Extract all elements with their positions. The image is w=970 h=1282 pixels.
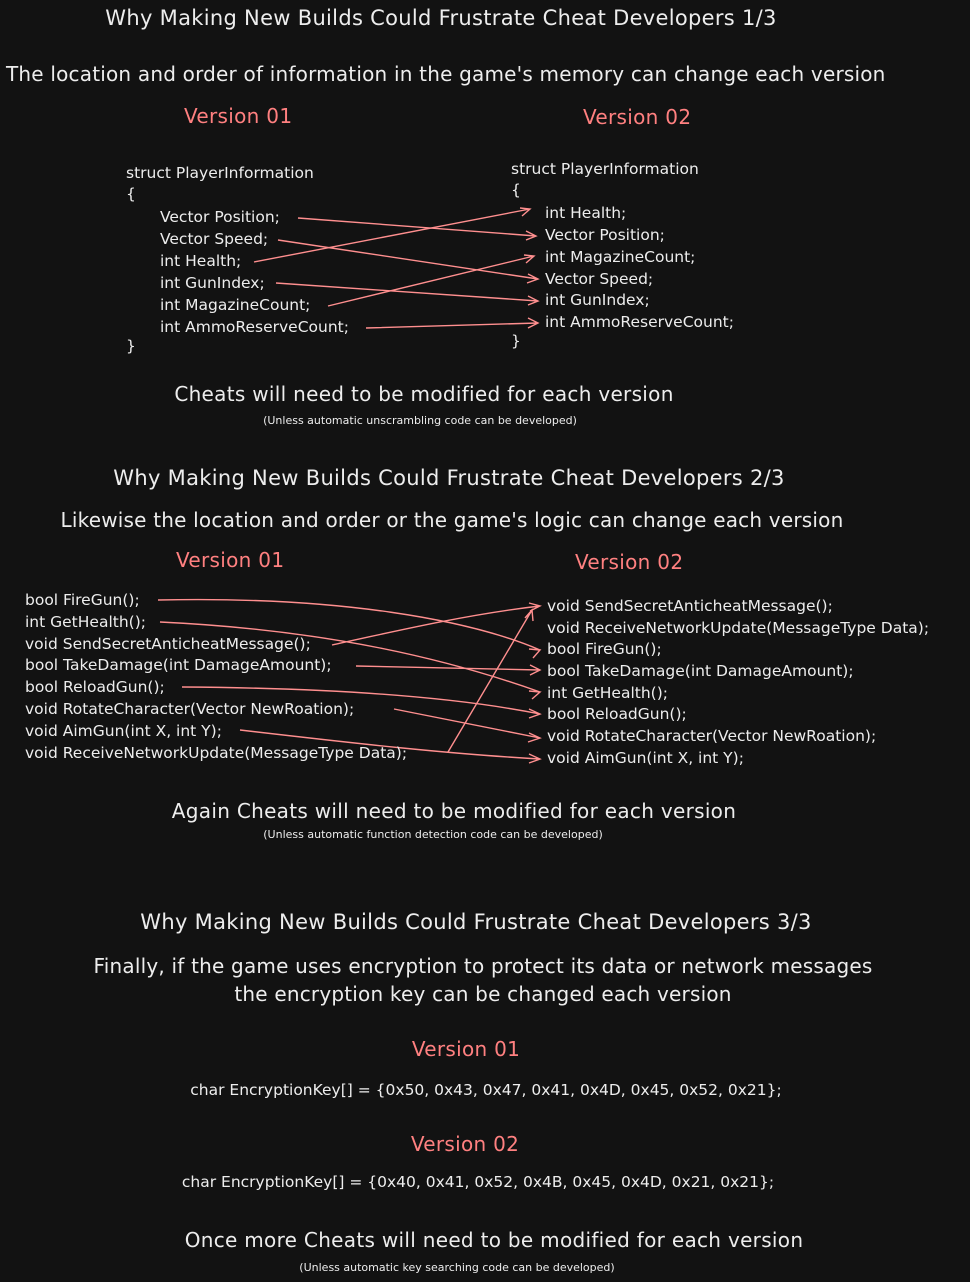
v2-function: void RotateCharacter(Vector NewRoation); — [547, 727, 877, 745]
v2-field: int AmmoReserveCount; — [545, 313, 734, 331]
section3-title: Why Making New Builds Could Frustrate Cheat Developers 3/3 — [140, 910, 812, 934]
v1-function: void ReceiveNetworkUpdate(MessageType Data); — [25, 744, 408, 762]
section1-version02-label: Version 02 — [583, 105, 692, 129]
section2-caveat: (Unless automatic function detection code can be developed) — [263, 828, 603, 841]
v2-function: void ReceiveNetworkUpdate(MessageType Data); — [547, 619, 930, 637]
v1-field: int Health; — [160, 252, 242, 270]
section2-version02-label: Version 02 — [575, 550, 684, 574]
section3-subtitle-line1: Finally, if the game uses encryption to protect its data or network messages — [93, 954, 873, 978]
v2-struct-open: { — [511, 181, 521, 199]
arrow-speed — [278, 240, 538, 283]
section3-version02-label: Version 02 — [410, 1132, 520, 1156]
v2-function: bool FireGun(); — [547, 640, 662, 658]
v1-field: Vector Speed; — [160, 230, 269, 248]
v2-function: int GetHealth(); — [547, 684, 668, 702]
v1-field: int AmmoReserveCount; — [160, 318, 349, 336]
v1-function: bool FireGun(); — [25, 591, 140, 609]
section2-subtitle: Likewise the location and order or the game's logic can change each version — [60, 508, 844, 532]
section2-conclusion: Again Cheats will need to be modified for each version — [171, 799, 737, 823]
v2-function: bool TakeDamage(int DamageAmount); — [547, 662, 854, 680]
v1-struct-open: { — [126, 185, 136, 203]
v2-function: void SendSecretAnticheatMessage(); — [547, 597, 833, 615]
v1-function: bool TakeDamage(int DamageAmount); — [25, 656, 332, 674]
section3-subtitle-line2: the encryption key can be changed each version — [234, 982, 732, 1006]
v1-function: void RotateCharacter(Vector NewRoation); — [25, 700, 355, 718]
v2-struct-header: struct PlayerInformation — [511, 160, 699, 178]
section1-conclusion: Cheats will need to be modified for each version — [174, 382, 674, 406]
section3-v2-key: char EncryptionKey[] = {0x40, 0x41, 0x52, 0x4B, 0x45, 0x4D, 0x21, 0x21}; — [181, 1173, 775, 1191]
v1-function: bool ReloadGun(); — [25, 678, 165, 696]
v2-field: int GunIndex; — [545, 291, 650, 309]
v1-function: void AimGun(int X, int Y); — [25, 722, 222, 740]
arrow-magazinecount — [328, 255, 534, 306]
arrow-position — [298, 218, 536, 240]
v1-function: void SendSecretAnticheatMessage(); — [25, 635, 311, 653]
section3-v1-key: char EncryptionKey[] = {0x50, 0x43, 0x47, 0x41, 0x4D, 0x45, 0x52, 0x21}; — [190, 1081, 782, 1099]
arrow-sendsecret — [332, 603, 540, 645]
v1-field: Vector Position; — [160, 208, 280, 226]
v2-field: int MagazineCount; — [545, 248, 696, 266]
v1-function: int GetHealth(); — [25, 613, 146, 631]
v1-struct-header: struct PlayerInformation — [126, 164, 314, 182]
section3-caveat: (Unless automatic key searching code can be developed) — [299, 1261, 615, 1274]
v2-function: void AimGun(int X, int Y); — [547, 749, 744, 767]
v2-field: int Health; — [545, 204, 627, 222]
arrow-ammoreservecount — [366, 318, 538, 328]
section1-caveat: (Unless automatic unscrambling code can be developed) — [263, 414, 577, 427]
section1-version01-label: Version 01 — [184, 104, 293, 128]
v1-struct-close: } — [126, 337, 136, 355]
arrow-receivenetworkupdate — [448, 610, 533, 752]
section1-title: Why Making New Builds Could Frustrate Cheat Developers 1/3 — [105, 6, 777, 30]
section3-conclusion: Once more Cheats will need to be modified for each version — [184, 1228, 804, 1252]
arrow-rotatecharacter — [394, 709, 540, 742]
arrow-health — [254, 208, 530, 262]
section1-subtitle: The location and order of information in the game's memory can change each version — [6, 62, 886, 86]
section3-version01-label: Version 01 — [411, 1037, 521, 1061]
v1-field: int GunIndex; — [160, 274, 265, 292]
arrow-gunindex — [276, 283, 538, 305]
v2-field: Vector Position; — [545, 226, 665, 244]
arrow-takedamage — [356, 665, 540, 675]
v1-field: int MagazineCount; — [160, 296, 311, 314]
section2-title: Why Making New Builds Could Frustrate Cheat Developers 2/3 — [113, 466, 785, 490]
v2-function: bool ReloadGun(); — [547, 705, 687, 723]
v2-field: Vector Speed; — [545, 270, 654, 288]
v2-struct-close: } — [511, 332, 521, 350]
section2-version01-label: Version 01 — [176, 548, 285, 572]
